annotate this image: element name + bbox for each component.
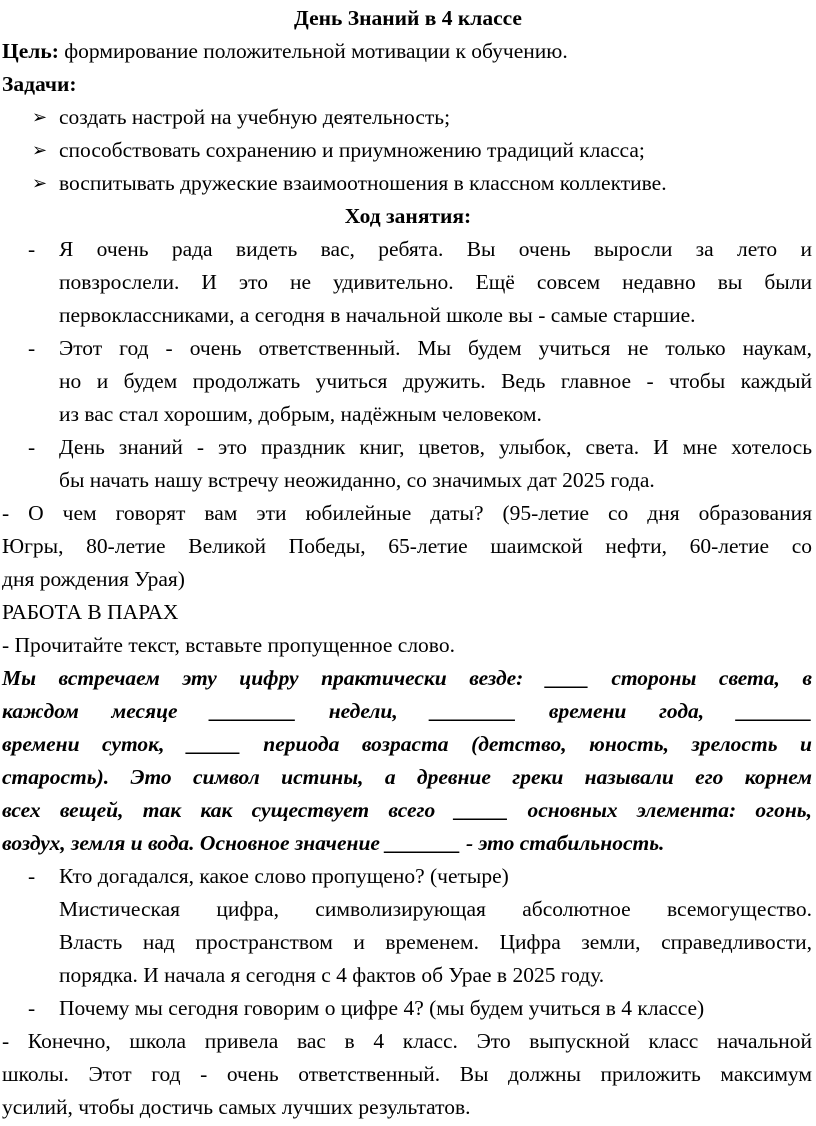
bullet-arrow-icon: ➢	[32, 107, 48, 127]
goal-line	[2, 35, 568, 68]
paragraph-line: - О чем говорят вам эти юбилейные даты? (95-летие со дня образования	[2, 501, 812, 525]
paragraph-line: Кто догадался, какое слово пропущено? (четыре)	[59, 864, 509, 888]
paragraph-line: Власть над пространством и временем. Цифра земли, справедливости,	[59, 930, 812, 954]
paragraph-line: порядка. И начала я сегодня с 4 фактов об Урае в 2025 году.	[59, 963, 605, 987]
paragraph-line: День знаний - это праздник книг, цветов, улыбок, света. И мне хотелось	[59, 435, 812, 459]
paragraph-line: Почему мы сегодня говорим о цифре 4? (мы будем учиться в 4 классе)	[59, 996, 705, 1020]
paragraph-line: дня рождения Урая)	[2, 567, 185, 591]
tasks-label: Задачи:	[2, 72, 77, 96]
paragraph-line: бы начать нашу встречу неожиданно, со значимых дат 2025 года.	[59, 468, 655, 492]
exercise-text-line: времени суток, _____ периода возраста (детство, юность, зрелость и	[2, 732, 812, 756]
dash-marker: -	[28, 864, 36, 888]
paragraph-line: но и будем продолжать учиться дружить. Ведь главное - чтобы каждый	[59, 369, 812, 393]
paragraph-line: Этот год - очень ответственный. Мы будем учиться не только наукам,	[59, 336, 812, 360]
exercise-text-line: Мы встречаем эту цифру практически везде: ____ стороны света, в	[2, 666, 812, 690]
section-heading: Ход занятия:	[344, 204, 472, 228]
exercise-text-line: воздух, земля и вода. Основное значение _______ - это стабильность.	[2, 831, 665, 855]
task-item: создать настрой на учебную деятельность;	[59, 105, 451, 129]
goal-text: формирование положительной мотивации к обучению.	[58, 39, 568, 63]
task-item: воспитывать дружеские взаимоотношения в классном коллективе.	[59, 171, 667, 195]
document-title: День Знаний в 4 классе	[294, 6, 522, 30]
bullet-arrow-icon: ➢	[32, 173, 48, 193]
goal-label: Цель:	[2, 39, 59, 63]
dash-marker: -	[28, 336, 36, 360]
dash-marker: -	[28, 237, 36, 261]
paragraph-line: Я очень рада видеть вас, ребята. Вы очень выросли за лето и	[59, 237, 812, 261]
dash-marker: -	[28, 996, 36, 1020]
exercise-text-line: старость). Это символ истины, а древние греки называли его корнем	[2, 765, 812, 789]
paragraph-line: из вас стал хорошим, добрым, надёжным человеком.	[59, 402, 542, 426]
paragraph-line: Мистическая цифра, символизирующая абсолютное всемогущество.	[59, 897, 812, 921]
exercise-text-line: всех вещей, так как существует всего _____ основных элемента: огонь,	[2, 798, 812, 822]
exercise-text-line: каждом месяце ________ недели, ________ времени года, _______	[2, 699, 812, 723]
pair-work-heading: РАБОТА В ПАРАХ	[2, 600, 179, 624]
paragraph-line: Югры, 80-летие Великой Победы, 65-летие шаимской нефти, 60-летие со	[2, 534, 812, 558]
task-item: способствовать сохранению и приумножению традиций класса;	[59, 138, 645, 162]
paragraph-line: - Конечно, школа привела вас в 4 класс. Это выпускной класс начальной	[2, 1029, 812, 1053]
paragraph-line: усилий, чтобы достичь самых лучших результатов.	[2, 1095, 471, 1119]
paragraph-line: - Прочитайте текст, вставьте пропущенное слово.	[2, 633, 455, 657]
dash-marker: -	[28, 435, 36, 459]
paragraph-line: первоклассниками, а сегодня в начальной школе вы - самые старшие.	[59, 303, 696, 327]
paragraph-line: школы. Этот год - очень ответственный. Вы должны приложить максимум	[2, 1062, 812, 1086]
paragraph-line: повзрослели. И это не удивительно. Ещё совсем недавно вы были	[59, 270, 812, 294]
bullet-arrow-icon: ➢	[32, 140, 48, 160]
